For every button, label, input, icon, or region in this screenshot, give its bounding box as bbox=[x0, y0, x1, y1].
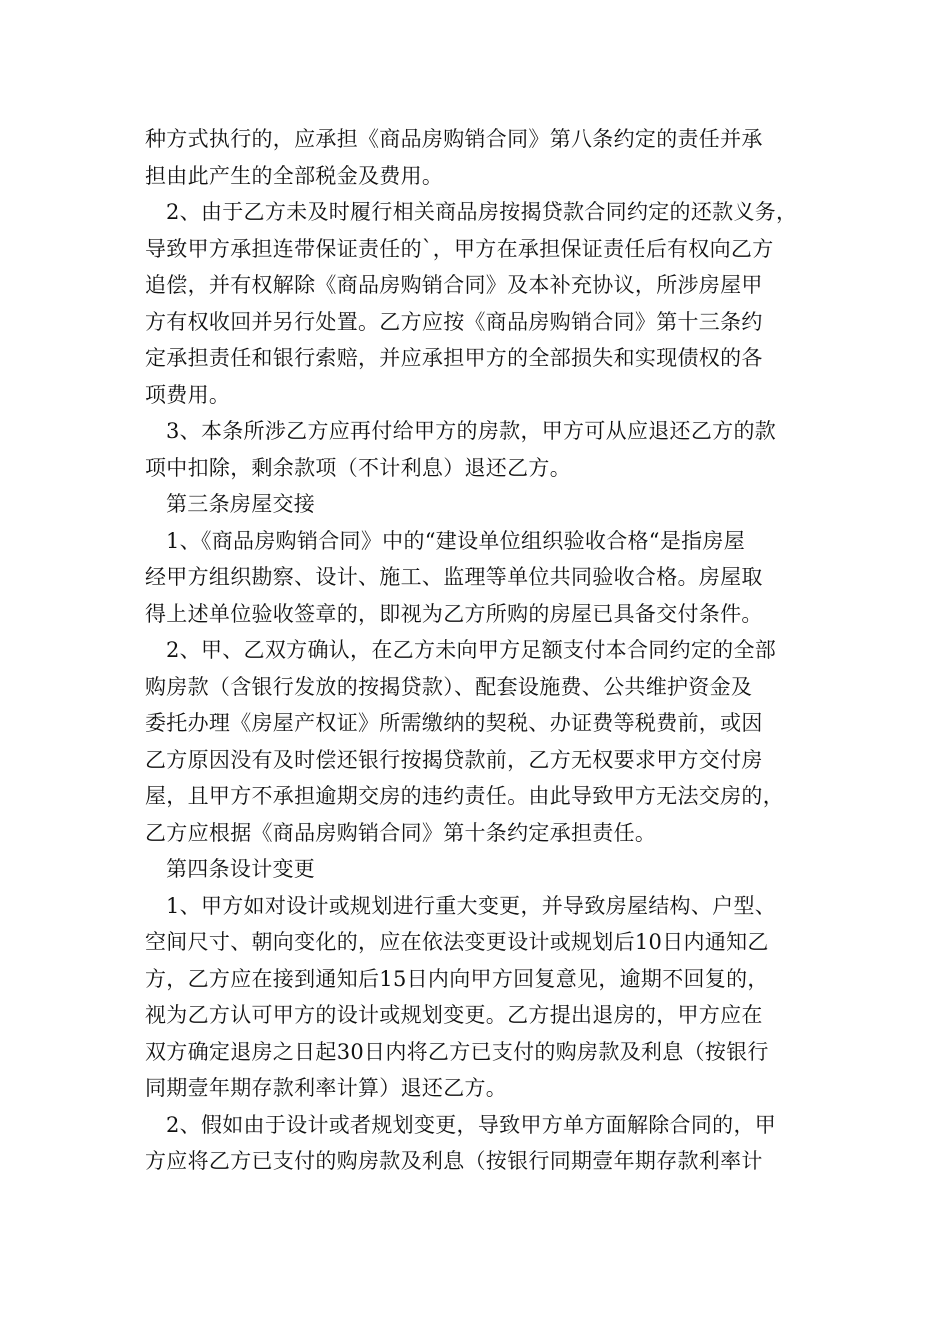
document-text-line: 项中扣除，剩余款项（不计利息）退还乙方。 bbox=[145, 455, 571, 480]
document-text-line: 1、甲方如对设计或规划进行重大变更，并导致房屋结构、户型、 bbox=[166, 893, 777, 918]
document-text-line: 第四条设计变更 bbox=[166, 857, 316, 881]
document-text-line: 3、本条所涉乙方应再付给甲方的房款，甲方可从应退还乙方的款 bbox=[166, 419, 777, 443]
document-text-line: 导致甲方承担连带保证责任的`，甲方在承担保证责任后有权向乙方 bbox=[145, 236, 774, 261]
document-text-line: 1、《商品房购销合同》中的“建设单位组织验收合格“是指房屋 bbox=[166, 528, 746, 553]
document-text-line: 购房款（含银行发放的按揭贷款）、配套设施费、公共维护资金及 bbox=[145, 674, 753, 699]
document-text-line: 得上述单位验收签章的，即视为乙方所购的房屋已具备交付条件。 bbox=[145, 601, 763, 626]
document-body bbox=[145, 121, 825, 1180]
document-text-line: 项费用。 bbox=[145, 382, 231, 407]
document-text-line: 2、由于乙方未及时履行相关商品房按揭贷款合同约定的还款义务， bbox=[166, 200, 798, 224]
document-text-line: 经甲方组织勘察、设计、施工、监理等单位共同验收合格。房屋取 bbox=[145, 565, 763, 589]
document-text-line: 种方式执行的，应承担《商品房购销合同》第八条约定的责任并承 bbox=[145, 127, 763, 151]
document-text-line: 方有权收回并另行处置。乙方应按《商品房购销合同》第十三条约 bbox=[145, 309, 763, 334]
document-text-line: 方，乙方应在接到通知后15日内向甲方回复意见，逾期不回复的， bbox=[145, 966, 769, 991]
document-text-line: 担由此产生的全部税金及费用。 bbox=[145, 163, 444, 188]
document-text-line: 方应将乙方已支付的购房款及利息（按银行同期壹年期存款利率计 bbox=[145, 1149, 763, 1173]
document-text-line: 双方确定退房之日起30日内将乙方已支付的购房款及利息（按银行 bbox=[145, 1039, 769, 1064]
document-text-line: 视为乙方认可甲方的设计或规划变更。乙方提出退房的，甲方应在 bbox=[145, 1003, 763, 1027]
document-text-line: 乙方原因没有及时偿还银行按揭贷款前，乙方无权要求甲方交付房 bbox=[145, 747, 763, 772]
document-text-line: 定承担责任和银行索赔，并应承担甲方的全部损失和实现债权的各 bbox=[145, 346, 763, 370]
document-text-line: 委托办理《房屋产权证》所需缴纳的契税、办证费等税费前，或因 bbox=[145, 711, 763, 735]
document-text-line: 第三条房屋交接 bbox=[166, 492, 316, 516]
document-text-line: 同期壹年期存款利率计算）退还乙方。 bbox=[145, 1076, 508, 1100]
document-text-line: 追偿，并有权解除《商品房购销合同》及本补充协议，所涉房屋甲 bbox=[145, 273, 763, 297]
document-text-line: 2、甲、乙双方确认，在乙方未向甲方足额支付本合同约定的全部 bbox=[166, 638, 777, 662]
document-text-line: 乙方应根据《商品房购销合同》第十条约定承担责任。 bbox=[145, 820, 657, 845]
document-text-line: 2、假如由于设计或者规划变更，导致甲方单方面解除合同的，甲 bbox=[166, 1112, 777, 1137]
document-text-line: 屋，且甲方不承担逾期交房的违约责任。由此导致甲方无法交房的， bbox=[145, 784, 784, 808]
document-text-line: 空间尺寸、朝向变化的，应在依法变更设计或规划后10日内通知乙 bbox=[145, 930, 769, 954]
